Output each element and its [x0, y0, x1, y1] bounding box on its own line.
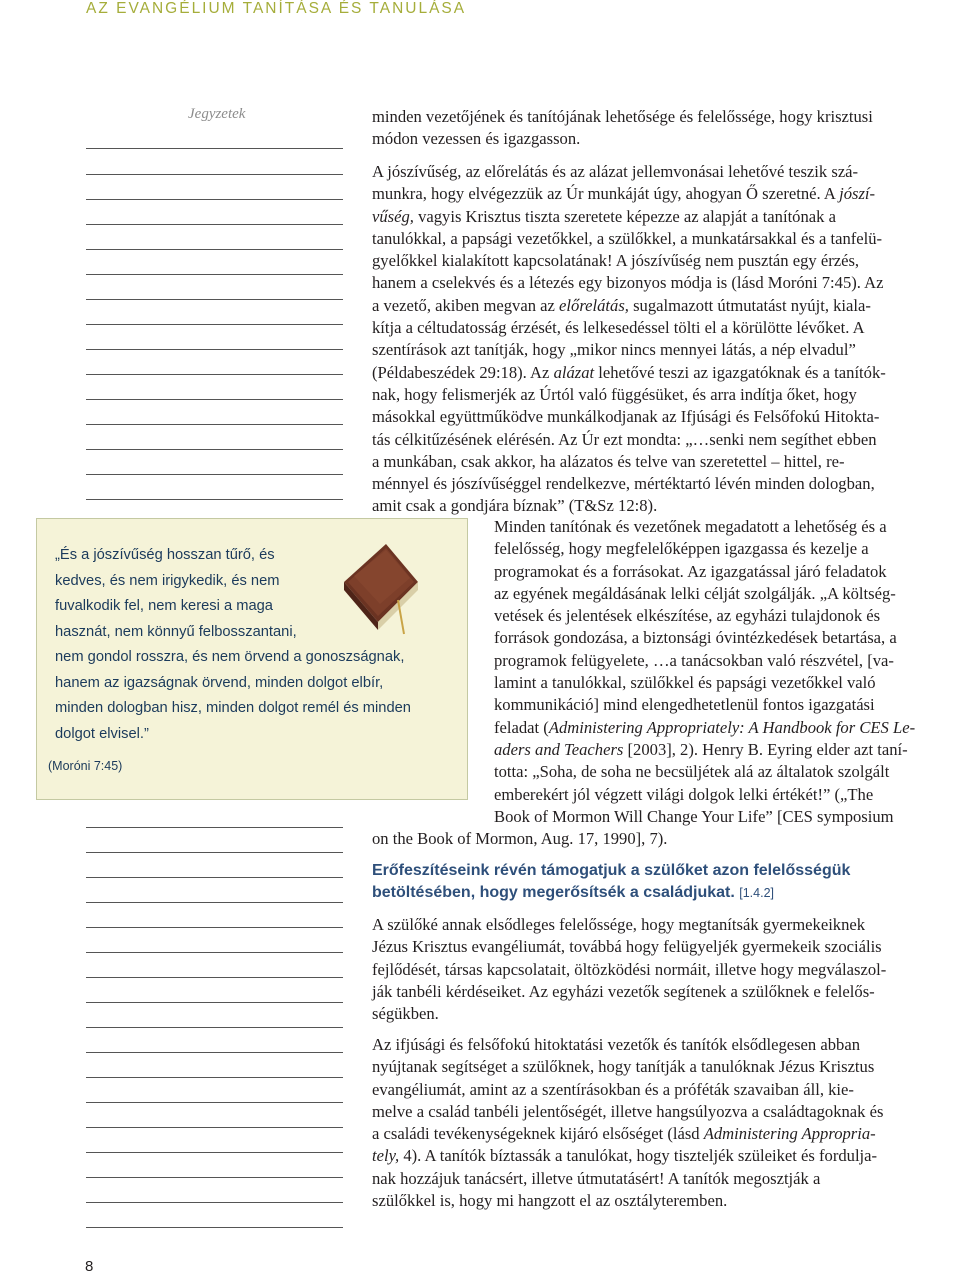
- text-line: nak hozzájuk tanácsért, illetve útmutatásért! A tanítók megosztják a: [372, 1168, 821, 1188]
- note-line[interactable]: [86, 324, 343, 325]
- note-line[interactable]: [86, 174, 343, 175]
- text-line: ségükben.: [372, 1004, 439, 1024]
- note-line[interactable]: [86, 1002, 343, 1003]
- note-line[interactable]: [86, 274, 343, 275]
- scripture-reference: (Moróni 7:45): [48, 759, 123, 773]
- note-line[interactable]: [86, 852, 343, 853]
- text-line: tanulókkal, a papsági vezetőkkel, a szülőkkel, a munkatársakkal és a tanfelü-: [372, 228, 883, 248]
- quote-line: dolgot elvisel.”: [55, 725, 149, 742]
- text-line: minden vezetőjének és tanítójának lehetősége és felelőssége, hogy krisztusi: [372, 107, 873, 126]
- text-line: lamint a tanulókkal, szülőkkel és papsági vezetőkkel való: [494, 673, 876, 693]
- text-line: aders and Teachers [2003], 2). Henry B. Eyring elder azt taní-: [494, 739, 908, 759]
- paragraph-parents: [372, 914, 886, 1025]
- note-line[interactable]: [86, 827, 343, 828]
- text-line: tely, 4). A tanítók bíztassák a tanulókat, hogy tiszteljék szüleiket és fordulja-: [372, 1146, 878, 1166]
- text-line: kommunikáció] mind elengedhetetlenül fontos igazgatási: [494, 695, 875, 715]
- note-line[interactable]: [86, 977, 343, 978]
- text-line: ménnyel és jószívűséggel rendelkezve, mértéktartó lévén minden dologban,: [372, 474, 875, 494]
- text-line: szülőkkel is, hogy mi hangzott el az osztályteremben.: [372, 1191, 728, 1211]
- text-line: gyelőkkel kialakított kapcsolatának! A jószívűség nem pusztán egy érzés,: [372, 251, 860, 271]
- text-line: evangéliumát, amint az a szentírásokban és a próféták szavaiban áll, kie-: [372, 1079, 854, 1099]
- text-line: feladat (Administering Appropriately: A Handbook for CES Le-: [494, 717, 916, 737]
- note-line[interactable]: [86, 902, 343, 903]
- heading-line: Erőfeszítéseink révén támogatjuk a szülőket azon felelősségük: [372, 862, 851, 879]
- paragraph-administration: [372, 516, 915, 850]
- note-line[interactable]: [86, 1227, 343, 1228]
- text-line: az egyének megáldásának lelki célját szolgálják. „A költség-: [494, 583, 896, 603]
- note-line[interactable]: [86, 299, 343, 300]
- text-line: szentírások azt tanítják, hogy „mikor nincs mennyei látás, a nép elvadul”: [372, 340, 856, 360]
- text-line: programokat és a forrásokat. Az igazgatással járó feladatok: [494, 561, 887, 581]
- text-line: totta: „Soha, de soha ne becsüljétek alá az általatok szolgált: [494, 762, 890, 782]
- note-line[interactable]: [86, 1077, 343, 1078]
- note-line[interactable]: [86, 199, 343, 200]
- note-line[interactable]: [86, 952, 343, 953]
- note-line[interactable]: [86, 1177, 343, 1178]
- note-line[interactable]: [86, 449, 343, 450]
- quote-line: „És a jószívűség hosszan tűrő, és: [55, 547, 275, 563]
- note-line[interactable]: [86, 349, 343, 350]
- note-line[interactable]: [86, 1152, 343, 1153]
- note-line[interactable]: [86, 1102, 343, 1103]
- page-number: 8: [85, 1258, 94, 1275]
- heading-line: betöltésében, hogy megerősítsék a családjukat. [1.4.2]: [372, 884, 774, 901]
- text-line: Jézus Krisztus evangéliumát, továbbá hogy felügyeljék gyermekeik szociális: [372, 937, 882, 957]
- note-line[interactable]: [86, 1202, 343, 1203]
- text-line: (Példabeszédek 29:18). Az alázat lehetővé teszi az igazgatóknak és a tanítók-: [372, 362, 886, 382]
- paragraph-teachers-support: [372, 1034, 883, 1212]
- text-line: felelősség, hogy megfelelőképpen igazgassa és kezelje a: [494, 539, 869, 559]
- paragraph-character: [372, 161, 886, 518]
- notes-label: Jegyzetek: [188, 106, 246, 122]
- text-line: programok felügyelete, …a tanácsokban való részvétel, [va-: [494, 650, 894, 670]
- text-line: emberekért jól végzett világi dolgok lelki értékét!” („The: [494, 784, 874, 804]
- note-line[interactable]: [86, 374, 343, 375]
- text-line: A szülőké annak elsődleges felelőssége, hogy megtanítsák gyermekeiknek: [372, 915, 866, 934]
- note-line[interactable]: [86, 1052, 343, 1053]
- section-heading: [372, 860, 932, 904]
- text-line: kítja a céltudatosság érzését, és lelkesedéssel tölti el a körülötte lévőket. A: [372, 318, 865, 338]
- text-line: munkra, hogy elvégezzük az Úr munkáját úgy, ahogyan Ő szeretné. A jószí-: [372, 184, 876, 204]
- note-line[interactable]: [86, 927, 343, 928]
- heading-reference: [1.4.2]: [739, 886, 774, 900]
- text-line: fejlődését, társas kapcsolatait, öltözködési normáit, illetve hogy megválaszol-: [372, 959, 887, 979]
- text-line: módon vezessen és igazgasson.: [372, 129, 581, 149]
- text-line: a munkában, csak akkor, ha alázatos és telve van szeretettel – hittel, re-: [372, 451, 845, 471]
- text-line: források gondozása, a biztonsági óvintézkedések betartása, a: [494, 628, 897, 648]
- text-line: másokkal együttműködve munkálkodjanak az Ifjúsági és Felsőfokú Hitokta-: [372, 407, 880, 427]
- text-line: tás célkitűzésének elérésén. Az Úr ezt mondta: „…senki nem segíthet ebben: [372, 429, 877, 449]
- note-line[interactable]: [86, 474, 343, 475]
- text-line: vetések és jelentések elkészítése, az egyházi tulajdonok és: [494, 606, 881, 626]
- text-line: nyújtanak segítséget a szülőknek, hogy tanítják a tanulóknak Jézus Krisztus: [372, 1057, 875, 1077]
- text-line: a családi tevékenységeknek kijáró elsőséget (lásd Administering Appropria-: [372, 1124, 876, 1144]
- quote-line: hanem az igazságnak örvend, minden dolgot elbír,: [55, 674, 384, 691]
- note-line[interactable]: [86, 877, 343, 878]
- quote-line: fuvalkodik fel, nem keresi a maga: [55, 598, 273, 614]
- text-line: amit csak a gondjára bíznak” (T&Sz 12:8).: [372, 496, 658, 516]
- quote-line: minden dologban hisz, minden dolgot remél és minden: [55, 700, 411, 716]
- note-line[interactable]: [86, 224, 343, 225]
- note-line[interactable]: [86, 399, 343, 400]
- quote-line: nem gondol rosszra, és nem örvend a gonoszságnak,: [55, 649, 405, 665]
- note-line[interactable]: [86, 1127, 343, 1128]
- quote-line: hasznát, nem könnyű felbosszantani,: [55, 623, 297, 640]
- text-line: melve a család tanbéli jelentőségét, illetve hangsúlyozva a családtagoknak és: [372, 1101, 884, 1121]
- text-line: a vezető, akiben megvan az előrelátás, sugalmazott útmutatást nyújt, kiala-: [372, 295, 871, 315]
- text-line: A jószívűség, az előrelátás és az alázat jellemvonásai lehetővé teszik szá-: [372, 162, 859, 181]
- text-line: Book of Mormon Will Change Your Life” [CES symposium: [494, 806, 894, 826]
- text-line: Az ifjúsági és felsőfokú hitoktatási vezetők és tanítók elsődlegesen abban: [372, 1035, 860, 1054]
- text-line: ják tanbéli kérdéseiket. Az egyházi vezetők segítenek a szülőknek e felelős-: [372, 981, 875, 1001]
- text-line: on the Book of Mormon, Aug. 17, 1990], 7).: [372, 829, 668, 849]
- text-line: nak, hogy felismerjék az Úrtól való függésüket, és arra indítja őket, hogy: [372, 384, 857, 404]
- text-line: Minden tanítónak és vezetőnek megadatott a lehetőség és a: [494, 517, 887, 536]
- note-line[interactable]: [86, 499, 343, 500]
- note-line[interactable]: [86, 1027, 343, 1028]
- text-line: vűség, vagyis Krisztus tiszta szeretete képezze az alapját a tanítónak a: [372, 206, 836, 226]
- note-line[interactable]: [86, 148, 343, 149]
- quote-line: kedves, és nem irigykedik, és nem: [55, 572, 280, 589]
- running-header: AZ EVANGÉLIUM TANÍTÁSA ÉS TANULÁSA: [86, 0, 467, 17]
- note-line[interactable]: [86, 424, 343, 425]
- note-line[interactable]: [86, 249, 343, 250]
- text-line: hanem a cselekvés és a létezés egy bizonyos módja is (lásd Moróni 7:45). Az: [372, 273, 884, 293]
- paragraph-intro: [372, 106, 873, 151]
